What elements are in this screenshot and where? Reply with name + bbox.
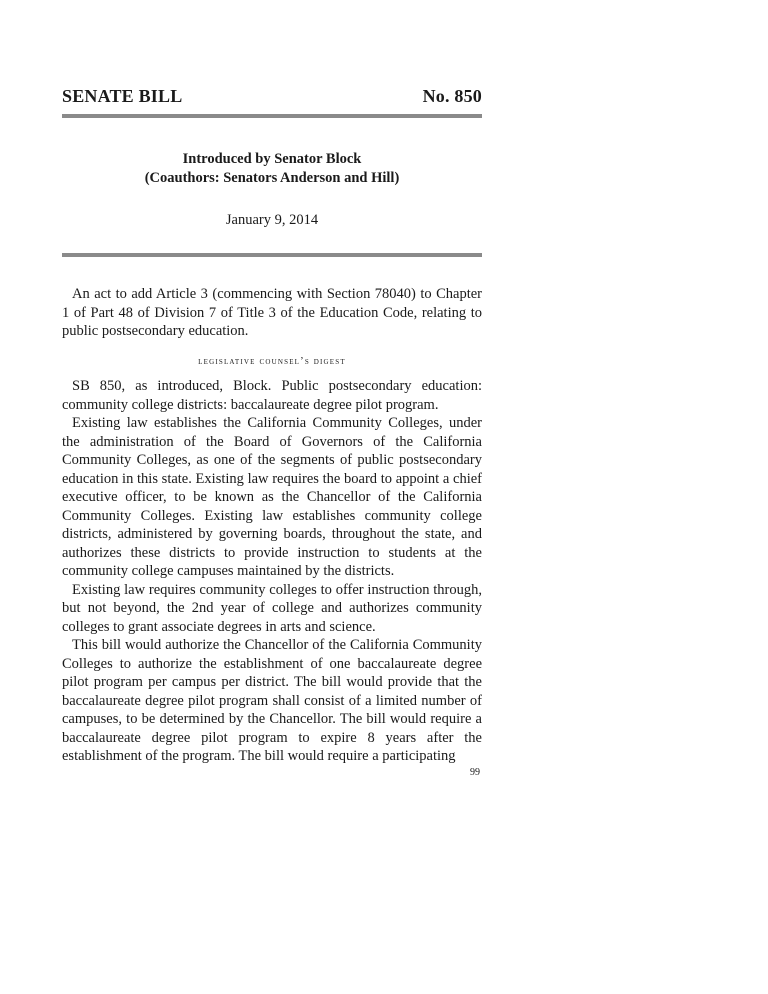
digest-paragraph: Existing law establishes the California Community Colleges, under the administration of the Board of Governors of the California Community Colleges, as one of the segments of public postsecondary education in this state. Existing law requires the board to appoint a chief executive officer, to be known as the Chancellor of the California Community Colleges. Existing law establishes community college districts, administered by governing boards, throughout the state, and authorizes these districts to provide instruction to students at the community college campuses maintained by the districts.	[62, 415, 482, 579]
act-title-paragraph: An act to add Article 3 (commencing with Section 78040) to Chapter 1 of Part 48 of Division 7 of Title 3 of the Education Code, relating to public postsecondary education.	[62, 286, 482, 339]
coauthors: (Coauthors: Senators Anderson and Hill)	[144, 170, 400, 186]
digest-paragraph: Existing law requires community colleges to offer instruction through, but not beyond, the 2nd year of college and authorizes community colleges to grant associate degrees in arts and science.	[62, 581, 482, 635]
digest-body	[62, 377, 482, 766]
introduction-block	[62, 150, 482, 188]
introduction-date: January 9, 2014	[225, 212, 319, 228]
page-number: 99	[470, 767, 480, 778]
header-divider	[62, 114, 482, 118]
introduced-by: Introduced by Senator Block	[182, 151, 362, 167]
digest-paragraph: This bill would authorize the Chancellor of the California Community Colleges to authorize the establishment of one baccalaureate degree pilot program per campus per district. The bill would provide that the baccalaureate degree pilot program shall consist of a limited number of campuses, to be determined by the Chancellor. The bill would require a baccalaureate degree pilot program to expire 8 years after the establishment of the program. The bill would require a participating	[62, 637, 482, 764]
bill-page	[62, 0, 482, 994]
bill-type: SENATE BILL	[62, 86, 183, 106]
section-divider	[62, 253, 482, 257]
digest-paragraph: SB 850, as introduced, Block. Public postsecondary education: community college districts: baccalaureate degree pilot program.	[62, 378, 482, 413]
bill-number: No. 850	[422, 86, 482, 106]
digest-heading: legislative counsel’s digest	[198, 356, 346, 367]
bill-header	[62, 86, 482, 107]
